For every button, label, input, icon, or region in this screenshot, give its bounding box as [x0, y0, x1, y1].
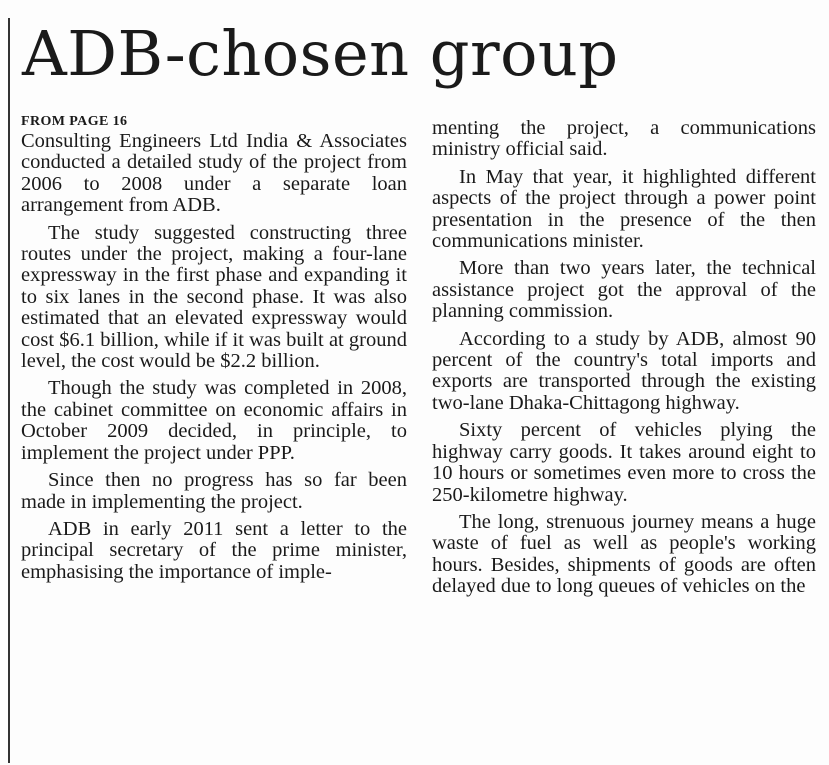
headline: ADB-chosen group: [22, 17, 619, 90]
article-paragraph: menting the project, a communications ministry official said.: [432, 117, 816, 161]
column-rule: [8, 18, 10, 763]
article-paragraph: Since then no progress has so far been made in implementing the project.: [21, 469, 407, 513]
article-paragraph: The study suggested constructing three routes under the project, making a four-lane expressway in the first phase and expanding it to six lanes in the second phase. It was also estimated that an elevated expressway would cost $6.1 billion, while if it was built at ground level, the cost would be $2.2 billion.: [21, 221, 407, 373]
article-paragraph: In May that year, it highlighted different aspects of the project through a power point presentation in the presence of the then communications minister.: [432, 165, 816, 253]
article-paragraph: The long, strenuous journey means a huge waste of fuel as well as people's working hours. Besides, shipments of goods are often delayed due to long queues of vehicles on the: [432, 510, 816, 598]
article-paragraph: Sixty percent of vehicles plying the highway carry goods. It takes around eight to 10 hours or sometimes even more to cross the 250-kilometre highway.: [432, 419, 816, 506]
article-paragraph: Though the study was completed in 2008, the cabinet committee on economic affairs in October 2009 decided, in principle, to implement the project under PPP.: [21, 377, 407, 464]
article-paragraph: Consulting Engineers Ltd India & Associates conducted a detailed study of the project from 2006 to 2008 under a separate loan arrangement from ADB.: [21, 130, 407, 217]
left-column: [21, 113, 407, 589]
right-column: [432, 118, 816, 604]
article-paragraph: ADB in early 2011 sent a letter to the principal secretary of the prime minister, emphasising the importance of imple-: [21, 517, 407, 583]
from-page-label: FROM PAGE 16: [21, 114, 128, 129]
article-paragraph: According to a study by ADB, almost 90 percent of the country's total imports and exports are transported through the existing two-lane Dhaka-Chittagong highway.: [432, 327, 816, 414]
article-paragraph: More than two years later, the technical assistance project got the approval of the planning commission.: [432, 257, 816, 323]
